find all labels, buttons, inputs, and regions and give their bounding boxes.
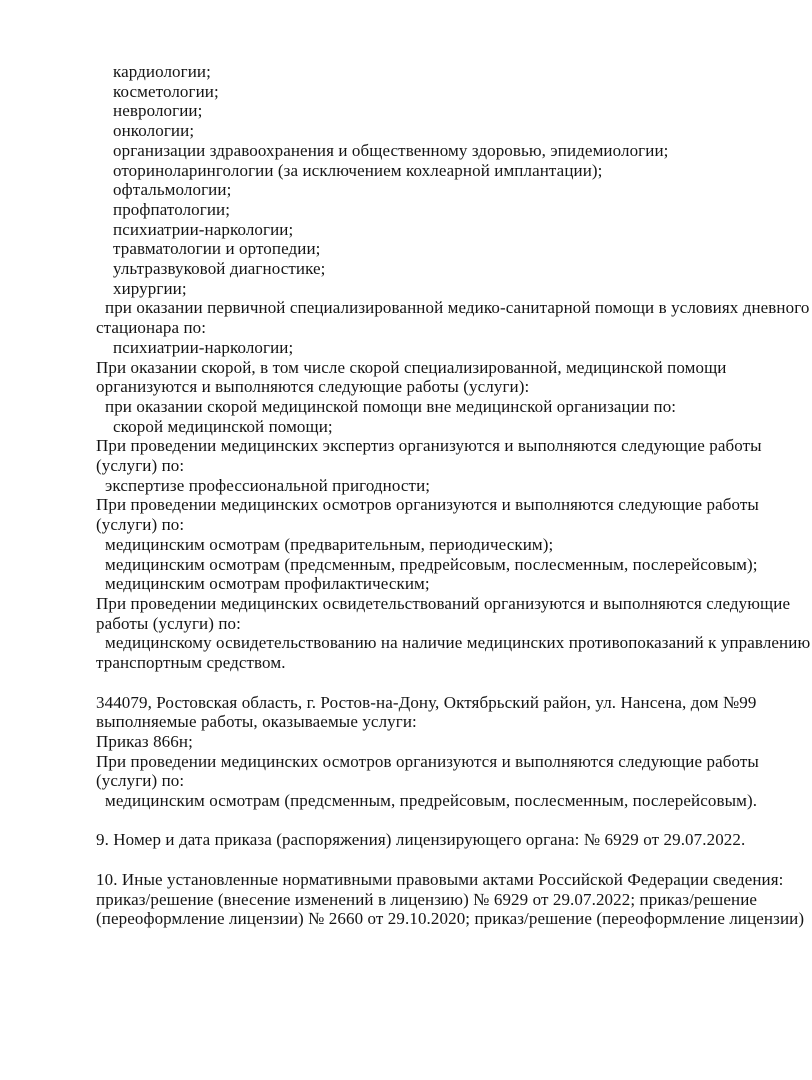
document-line: косметологии; — [113, 81, 219, 101]
document-line: При проведении медицинских освидетельствований организуются и выполняются следующие — [96, 593, 791, 613]
document-line: скорой медицинской помощи; — [113, 416, 333, 436]
document-line: 344079, Ростовская область, г. Ростов-на-Дону, Октябрьский район, ул. Нансена, дом №99 — [96, 692, 757, 712]
document-line: При проведении медицинских осмотров организуются и выполняются следующие работы — [96, 495, 759, 515]
document-line: медицинскому освидетельствованию на наличие медицинских противопоказаний к управлению — [105, 633, 811, 653]
document-line: организуются и выполняются следующие работы (услуги): — [96, 377, 530, 397]
document-line: (переоформление лицензии) № 2660 от 29.10.2020; приказ/решение (переоформление лицензии) — [96, 909, 805, 929]
blank-line — [96, 673, 782, 693]
document-line: онкологии; — [113, 121, 195, 141]
blank-line — [96, 811, 782, 831]
document-line: медицинским осмотрам (предварительным, периодическим); — [105, 534, 554, 554]
document-line: транспортным средством. — [96, 653, 286, 673]
document-line: офтальмологии; — [113, 180, 232, 200]
document-body — [96, 62, 811, 929]
document-line: При проведении медицинских осмотров организуются и выполняются следующие работы — [96, 751, 759, 771]
document-line: при оказании первичной специализированной медико-санитарной помощи в условиях дневного — [105, 298, 810, 318]
document-line: приказ/решение (внесение изменений в лицензию) № 6929 от 29.07.2022; приказ/решение — [96, 889, 758, 909]
document-line: организации здравоохранения и общественному здоровью, эпидемиологии; — [113, 140, 669, 160]
document-line: неврологии; — [113, 101, 203, 121]
document-line: При оказании скорой, в том числе скорой специализированной, медицинской помощи — [96, 357, 727, 377]
document-line: хирургии; — [113, 278, 187, 298]
document-line: выполняемые работы, оказываемые услуги: — [96, 712, 417, 732]
document-line: медицинским осмотрам (предсменным, предрейсовым, послесменным, послерейсовым); — [105, 554, 758, 574]
document-line: стационара по: — [96, 318, 207, 338]
document-line: (услуги) по: — [96, 771, 185, 791]
document-line: экспертизе профессиональной пригодности; — [105, 475, 431, 495]
document-line: психиатрии-наркологии; — [113, 219, 294, 239]
document-line: 9. Номер и дата приказа (распоряжения) лицензирующего органа: № 6929 от 29.07.2022. — [96, 830, 746, 850]
document-line: При проведении медицинских экспертиз организуются и выполняются следующие работы — [96, 436, 762, 456]
document-line: психиатрии-наркологии; — [113, 337, 294, 357]
document-line: медицинским осмотрам (предсменным, предрейсовым, послесменным, послерейсовым). — [105, 791, 758, 811]
document-line: ультразвуковой диагностике; — [113, 259, 326, 279]
document-line: (услуги) по: — [96, 456, 185, 476]
document-line: оториноларингологии (за исключением кохлеарной имплантации); — [113, 160, 603, 180]
document-line: Приказ 866н; — [96, 731, 193, 751]
document-line: работы (услуги) по: — [96, 613, 241, 633]
document-line: кардиологии; — [113, 62, 211, 81]
document-line: 10. Иные установленные нормативными правовыми актами Российской Федерации сведения: — [96, 869, 784, 889]
document-line: медицинским осмотрам профилактическим; — [105, 574, 430, 594]
blank-line — [96, 850, 782, 870]
document-line: профпатологии; — [113, 199, 231, 219]
document-line: травматологии и ортопедии; — [113, 239, 321, 259]
document-line: (услуги) по: — [96, 515, 185, 535]
document-line: при оказании скорой медицинской помощи вне медицинской организации по: — [105, 396, 677, 416]
